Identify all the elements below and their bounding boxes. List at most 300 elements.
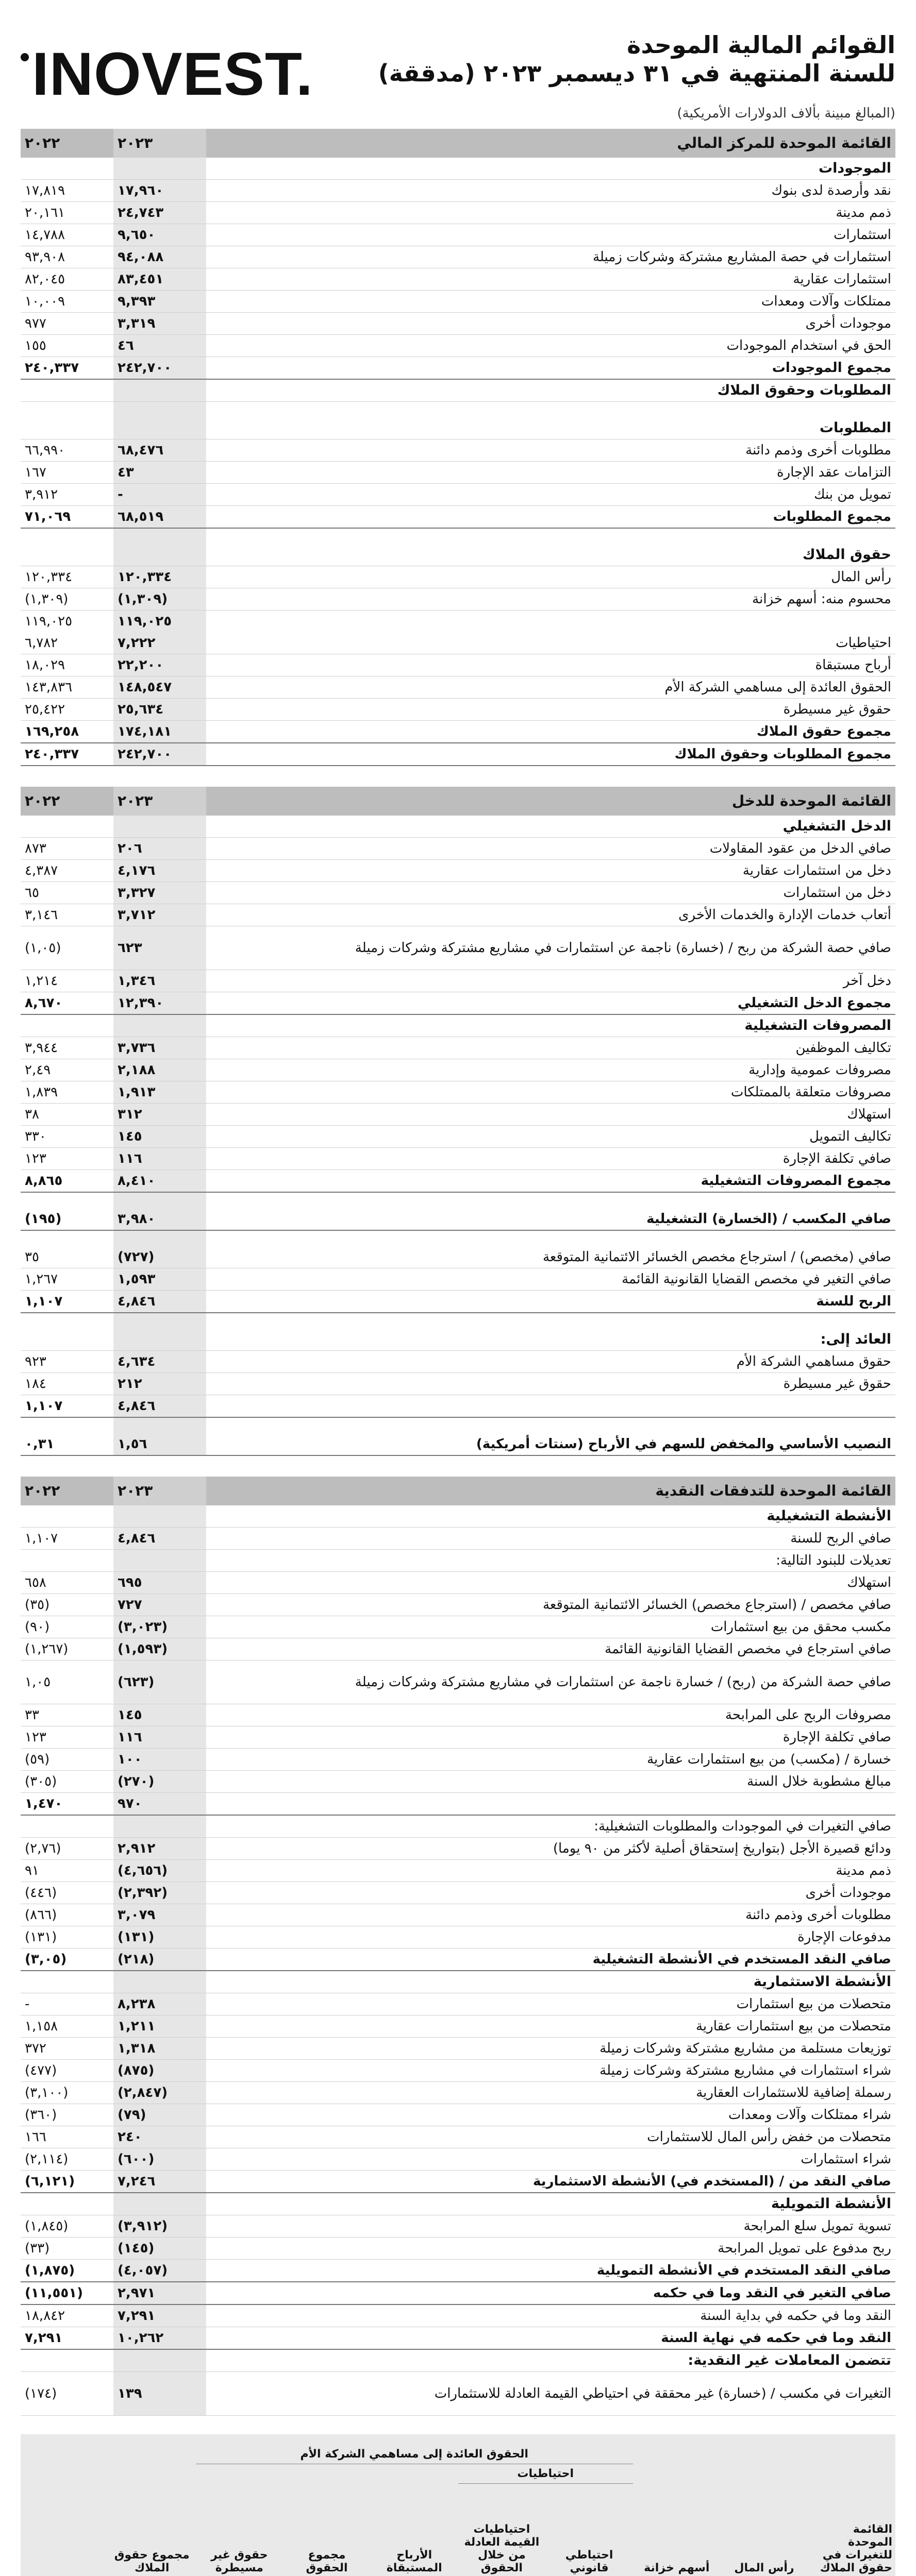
row-label: استثمارات عقارية: [206, 268, 895, 291]
value-prior: ٣٣: [21, 1704, 113, 1726]
logo: [21, 40, 313, 108]
value-prior: [21, 2193, 113, 2215]
value-current: (١٣١): [113, 1926, 206, 1948]
row-label: مجموع حقوق الملاك: [206, 721, 895, 743]
row-label: موجودات أخرى: [206, 313, 895, 335]
table-row: [21, 632, 895, 654]
equity-column-header: حقوق غير مسيطرة: [196, 2484, 284, 2576]
value-prior: (١,٣٠٩): [21, 588, 113, 611]
value-current: ٣١٢: [113, 1104, 206, 1126]
row-label: المطلوبات: [206, 417, 895, 439]
row-label: مجموع المصروفات التشغيلية: [206, 1170, 895, 1193]
value-current: ٢٢,٢٠٠: [113, 654, 206, 676]
row-label: استهلاك: [206, 1104, 895, 1126]
row-label: نقد وأرصدة لدى بنوك: [206, 180, 895, 202]
cash-flow-statement: [21, 1477, 895, 2416]
value-current: ١٧,٩٦٠: [113, 180, 206, 202]
value-current: ١,٢١١: [113, 2015, 206, 2038]
value-current: (٦٢٣): [113, 1660, 206, 1704]
table-row: [21, 1904, 895, 1926]
table-row: [21, 1948, 895, 1971]
table-row: [21, 224, 895, 246]
row-label: مجموع الدخل التشغيلي: [206, 992, 895, 1015]
table-header: [21, 1477, 895, 1505]
table-row: [21, 1572, 895, 1594]
table-row: [21, 484, 895, 506]
value-prior: [21, 544, 113, 566]
value-current: [113, 379, 206, 402]
row-label: استهلاك: [206, 1572, 895, 1594]
value-current: ١٤٥: [113, 1126, 206, 1148]
table-row: [21, 2238, 895, 2260]
value-prior: -: [21, 1993, 113, 2015]
value-current: ٩٤,٠٨٨: [113, 246, 206, 268]
value-current: ٢٤٢,٧٠٠: [113, 357, 206, 380]
row-label: أرباح مستبقاة: [206, 654, 895, 676]
value-current: [113, 1971, 206, 1993]
table-row: [21, 1550, 895, 1572]
value-prior: [21, 1815, 113, 1838]
row-label: ذمم مدينة: [206, 1860, 895, 1882]
value-current: ٣,٩٨٠: [113, 1208, 206, 1230]
value-current: [113, 1505, 206, 1528]
row-label: صافي استرجاع في مخصص القضايا القانونية القائمة: [206, 1638, 895, 1660]
value-prior: [21, 1192, 113, 1208]
value-current: ١٣٩: [113, 2372, 206, 2416]
table-row: [21, 528, 895, 544]
table-row: [21, 588, 895, 611]
value-prior: ١,١٠٧: [21, 1291, 113, 1313]
row-label: مبالغ مشطوبة خلال السنة: [206, 1771, 895, 1793]
value-current: ٩,٣٩٣: [113, 291, 206, 313]
row-label: حقوق غير مسيطرة: [206, 699, 895, 721]
value-prior: ٣,٩١٢: [21, 484, 113, 506]
value-prior: ١٧,٨١٩: [21, 180, 113, 202]
value-current: ٩٧٠: [113, 1793, 206, 1816]
value-current: (٣,٠٢٣): [113, 1616, 206, 1638]
value-current: ٢,٩٧١: [113, 2282, 206, 2304]
table-row: [21, 2304, 895, 2327]
value-current: ٢٥,٦٣٤: [113, 699, 206, 721]
row-label: العائد إلى:: [206, 1329, 895, 1351]
row-label: الدخل التشغيلي: [206, 816, 895, 838]
value-prior: (٣٣): [21, 2238, 113, 2260]
row-label: توزيعات مستلمة من مشاريع مشتركة وشركات زميلة: [206, 2038, 895, 2060]
equity-column-header: مجموع حقوق الملاك: [108, 2484, 196, 2576]
table-row: [21, 417, 895, 439]
table-row: [21, 2015, 895, 2038]
row-label: المطلوبات وحقوق الملاك: [206, 379, 895, 402]
value-current: ٧,٢٩١: [113, 2304, 206, 2327]
value-current: ٦٩٥: [113, 1572, 206, 1594]
table-row: [21, 1993, 895, 2015]
table-row: [21, 544, 895, 566]
value-current: (٦٠٠): [113, 2148, 206, 2171]
value-prior: (٢,٧٦): [21, 1838, 113, 1860]
value-current: (٨٧٥): [113, 2060, 206, 2082]
table-title: القائمة الموحدة للمركز المالي: [206, 129, 895, 158]
value-current: ٢,١٨٨: [113, 1059, 206, 1081]
row-label: تتضمن المعاملات غير النقدية:: [206, 2349, 895, 2372]
value-current: ١,٣٤٦: [113, 970, 206, 992]
row-label: مجموع الموجودات: [206, 357, 895, 380]
value-current: ٢٤,٧٤٣: [113, 202, 206, 224]
row-label: [206, 1313, 895, 1329]
table-row: [21, 1313, 895, 1329]
row-label: مجموع المطلوبات: [206, 506, 895, 529]
value-current: [113, 528, 206, 544]
value-prior: ٢٠,١٦١: [21, 202, 113, 224]
column-prior-year: ٢٠٢٢: [21, 129, 113, 158]
table-row: [21, 860, 895, 882]
row-label: شراء استثمارات في مشاريع مشتركة وشركات زميلة: [206, 2060, 895, 2082]
row-label: صافي النقد المستخدم في الأنشطة التمويلية: [206, 2260, 895, 2282]
value-prior: (٨٦٦): [21, 1904, 113, 1926]
table-row: [21, 1373, 895, 1395]
table-row: [21, 1704, 895, 1726]
value-current: ٧,٢٢٢: [113, 632, 206, 654]
value-current: ٤٣: [113, 462, 206, 484]
value-prior: ١٨,٨٤٢: [21, 2304, 113, 2327]
table-row: [21, 1351, 895, 1373]
row-label: احتياطيات: [206, 632, 895, 654]
value-prior: (١,٢٦٧): [21, 1638, 113, 1660]
value-prior: [21, 1313, 113, 1329]
value-current: [113, 2349, 206, 2372]
table-row: [21, 180, 895, 202]
value-current: ٦٨,٤٧٦: [113, 439, 206, 462]
header: [21, 0, 895, 129]
row-label: صافي (مخصص) / استرجاع مخصص الخسائر الائتمانية المتوقعة: [206, 1246, 895, 1268]
equity-statement: [21, 2434, 895, 2576]
table-header: [21, 129, 895, 158]
table-row: [21, 202, 895, 224]
value-current: [113, 1230, 206, 1246]
value-prior: ١٤٣,٨٣٦: [21, 676, 113, 699]
table-row: [21, 357, 895, 380]
table-row: [21, 1104, 895, 1126]
row-label: الأنشطة التمويلية: [206, 2193, 895, 2215]
value-prior: [21, 1505, 113, 1528]
value-prior: ١٠,٠٠٩: [21, 291, 113, 313]
row-label: دخل من استثمارات: [206, 882, 895, 904]
value-prior: ١٦٦: [21, 2126, 113, 2148]
value-current: ١,٥٩٣: [113, 1268, 206, 1291]
value-current: [113, 2193, 206, 2215]
row-label: ربح مدفوع على تمويل المرابحة: [206, 2238, 895, 2260]
table-row: [21, 654, 895, 676]
value-prior: (٦,١٢١): [21, 2171, 113, 2193]
row-label: الأنشطة الاستثمارية: [206, 1971, 895, 1993]
value-prior: (١,٠٥): [21, 926, 113, 970]
value-current: ٢١٢: [113, 1373, 206, 1395]
row-label: تمويل من بنك: [206, 484, 895, 506]
value-current: [113, 1192, 206, 1208]
table-row: [21, 158, 895, 180]
table-row: [21, 2260, 895, 2282]
table-row: [21, 2126, 895, 2148]
table-row: [21, 1528, 895, 1550]
table-row: [21, 1838, 895, 1860]
value-prior: [21, 816, 113, 838]
value-current: ١٠٠: [113, 1749, 206, 1771]
row-label: استثمارات: [206, 224, 895, 246]
value-prior: [21, 402, 113, 418]
value-current: ٣,٣٢٧: [113, 882, 206, 904]
value-current: ٢٠٦: [113, 838, 206, 860]
table-row: [21, 1329, 895, 1351]
row-label: صافي التغير في مخصص القضايا القانونية القائمة: [206, 1268, 895, 1291]
table-row: [21, 1815, 895, 1838]
table-row: [21, 676, 895, 699]
value-prior: [21, 1329, 113, 1351]
row-label: الحق في استخدام الموجودات: [206, 335, 895, 357]
logo-text: INOVEST.: [32, 40, 313, 108]
row-label: [206, 1230, 895, 1246]
value-prior: ٢٤٠,٣٣٧: [21, 357, 113, 380]
equity-column-header: احتياطيات القيمة العادلة من خلال الحقوق: [458, 2484, 546, 2576]
value-prior: (١,٨٧٥): [21, 2260, 113, 2282]
table-header: [21, 787, 895, 816]
row-label: رسملة إضافية للاستثمارات العقارية: [206, 2082, 895, 2104]
column-current-year: ٢٠٢٣: [113, 1477, 206, 1505]
income-statement: [21, 787, 895, 1456]
value-prior: ٧,٢٩١: [21, 2327, 113, 2350]
value-current: ١١٦: [113, 1148, 206, 1170]
value-prior: ٣٥: [21, 1246, 113, 1268]
value-current: (١,٣٠٩): [113, 588, 206, 611]
value-current: [113, 816, 206, 838]
value-current: ١,٩١٣: [113, 1081, 206, 1104]
table-row: [21, 1170, 895, 1193]
value-current: ٨٣,٤٥١: [113, 268, 206, 291]
value-prior: [21, 379, 113, 402]
value-current: (٢,٨٤٧): [113, 2082, 206, 2104]
value-prior: ٣٨: [21, 1104, 113, 1126]
equity-column-header: رأس المال: [721, 2484, 808, 2576]
table-row: [21, 379, 895, 402]
row-label: رأس المال: [206, 566, 895, 588]
table-title: القائمة الموحدة للتدفقات النقدية: [206, 1477, 895, 1505]
table-row: [21, 402, 895, 418]
row-label: دخل من استثمارات عقارية: [206, 860, 895, 882]
value-prior: ٩٢٣: [21, 1351, 113, 1373]
table-row: [21, 1726, 895, 1749]
table-row: [21, 291, 895, 313]
row-label: مكسب محقق من بيع استثمارات: [206, 1616, 895, 1638]
value-prior: ٣,٩٤٤: [21, 1037, 113, 1059]
value-current: ١١٦: [113, 1726, 206, 1749]
value-prior: (١١,٥٥١): [21, 2282, 113, 2304]
table-row: [21, 1268, 895, 1291]
row-label: شراء ممتلكات وآلات ومعدات: [206, 2104, 895, 2126]
row-label: أتعاب خدمات الإدارة والخدمات الأخرى: [206, 904, 895, 926]
equity-column-headers: [21, 2484, 895, 2576]
row-label: متحصلات من بيع استثمارات عقارية: [206, 2015, 895, 2038]
value-prior: ٦٦,٩٩٠: [21, 439, 113, 462]
value-prior: ١٦٧: [21, 462, 113, 484]
value-current: (٢١٨): [113, 1948, 206, 1971]
row-label: المصروفات التشغيلية: [206, 1014, 895, 1037]
row-label: استثمارات في حصة المشاريع مشتركة وشركات زميلة: [206, 246, 895, 268]
value-prior: (١٣١): [21, 1926, 113, 1948]
value-current: (٤,٦٥٦): [113, 1860, 206, 1882]
table-row: [21, 1246, 895, 1268]
table-row: [21, 926, 895, 970]
value-prior: (٣٥): [21, 1594, 113, 1616]
table-row: [21, 1971, 895, 1993]
row-label: تسوية تمويل سلع المرابحة: [206, 2215, 895, 2238]
value-current: ٤,٦٣٤: [113, 1351, 206, 1373]
title-line2: للسنة المنتهية في ٣١ ديسمبر ٢٠٢٣ (مدققة): [378, 59, 895, 88]
table-row: [21, 1208, 895, 1230]
value-prior: [21, 158, 113, 180]
equity-column-header: مجموع الحقوق: [283, 2484, 371, 2576]
row-label: مطلوبات أخرى وذمم دائنة: [206, 439, 895, 462]
value-current: (١٤٥): [113, 2238, 206, 2260]
table-row: [21, 1148, 895, 1170]
value-prior: ٦٥٨: [21, 1572, 113, 1594]
value-current: ١٠,٢٦٢: [113, 2327, 206, 2350]
table-row: [21, 1417, 895, 1433]
table-row: [21, 2282, 895, 2304]
row-label: تكاليف التمويل: [206, 1126, 895, 1148]
table-row: [21, 904, 895, 926]
value-prior: ١,٢٦٧: [21, 1268, 113, 1291]
value-prior: ١,٢١٤: [21, 970, 113, 992]
value-prior: ١٢٣: [21, 1726, 113, 1749]
row-label: صافي المكسب / (الخسارة) التشغيلية: [206, 1208, 895, 1230]
equity-column-header: القائمة الموحدة للتغيرات في حقوق الملاك: [808, 2484, 895, 2576]
value-current: ٤,٨٤٦: [113, 1528, 206, 1550]
row-label: حقوق غير مسيطرة: [206, 1373, 895, 1395]
row-label: مطلوبات أخرى وذمم دائنة: [206, 1904, 895, 1926]
value-prior: ١,٤٧٠: [21, 1793, 113, 1816]
value-prior: ١,٠٥: [21, 1660, 113, 1704]
value-current: ٢٤٠: [113, 2126, 206, 2148]
row-label: موجودات أخرى: [206, 1882, 895, 1904]
row-label: مجموع المطلوبات وحقوق الملاك: [206, 743, 895, 766]
row-label: الربح للسنة: [206, 1291, 895, 1313]
income-table: [21, 787, 895, 1456]
value-current: ٣,٠٧٩: [113, 1904, 206, 1926]
row-label: الموجودات: [206, 158, 895, 180]
table-row: [21, 1771, 895, 1793]
row-label: صافي تكلفة الإجارة: [206, 1148, 895, 1170]
column-prior-year: ٢٠٢٢: [21, 787, 113, 816]
value-prior: ٣٧٢: [21, 2038, 113, 2060]
value-prior: (٣,٠٥): [21, 1948, 113, 1971]
row-label: متحصلات من بيع استثمارات: [206, 1993, 895, 2015]
equity-column-header: الأرباح المستبقاة: [371, 2484, 458, 2576]
value-prior: (١,٨٤٥): [21, 2215, 113, 2238]
table-row: [21, 1014, 895, 1037]
value-current: [113, 1550, 206, 1572]
row-label: صافي حصة الشركة من ربح / (خسارة) ناجمة عن استثمارات في مشاريع مشتركة وشركات زميلة: [206, 926, 895, 970]
value-prior: ٣٣٠: [21, 1126, 113, 1148]
row-label: [206, 611, 895, 633]
row-label: متحصلات من خفض رأس المال للاستثمارات: [206, 2126, 895, 2148]
row-label: تكاليف الموظفين: [206, 1037, 895, 1059]
table-title: القائمة الموحدة للدخل: [206, 787, 895, 816]
value-prior: ٨٧٣: [21, 838, 113, 860]
value-prior: (٩٠): [21, 1616, 113, 1638]
row-label: صافي النقد المستخدم في الأنشطة التشغيلية: [206, 1948, 895, 1971]
value-prior: [21, 2349, 113, 2372]
row-label: محسوم منه: أسهم خزانة: [206, 588, 895, 611]
row-label: [206, 1417, 895, 1433]
table-row: [21, 992, 895, 1015]
title-line1: القوائم المالية الموحدة: [627, 31, 895, 59]
table-row: [21, 816, 895, 838]
table-row: [21, 1882, 895, 1904]
row-label: التغيرات في مكسب / (خسارة) غير محققة في احتياطي القيمة العادلة للاستثمارات: [206, 2372, 895, 2416]
value-prior: ٨,٦٧٠: [21, 992, 113, 1015]
table-row: [21, 246, 895, 268]
value-current: [113, 1014, 206, 1037]
value-current: ٤,٨٤٦: [113, 1291, 206, 1313]
table-row: [21, 566, 895, 588]
value-prior: ٣,١٤٦: [21, 904, 113, 926]
value-current: [113, 544, 206, 566]
equity-reserves-row: [21, 2464, 895, 2484]
equity-column-header: احتياطي قانوني: [545, 2484, 633, 2576]
table-row: [21, 268, 895, 291]
value-prior: ١٦٩,٢٥٨: [21, 721, 113, 743]
value-prior: ٧١,٠٦٩: [21, 506, 113, 529]
value-prior: ٢٤٠,٣٣٧: [21, 743, 113, 766]
row-label: مصروفات عمومية وإدارية: [206, 1059, 895, 1081]
column-current-year: ٢٠٢٣: [113, 129, 206, 158]
table-row: [21, 2171, 895, 2193]
value-current: ١١٩,٠٢٥: [113, 611, 206, 633]
value-current: (١,٥٩٣): [113, 1638, 206, 1660]
table-row: [21, 1860, 895, 1882]
value-prior: (٣,١٠٠): [21, 2082, 113, 2104]
balance-sheet: [21, 129, 895, 766]
table-row: [21, 2148, 895, 2171]
table-row: [21, 970, 895, 992]
value-current: ٤٦: [113, 335, 206, 357]
value-prior: [21, 417, 113, 439]
table-row: [21, 2327, 895, 2350]
value-prior: (٤٤٦): [21, 1882, 113, 1904]
row-label: صافي التغير في النقد وما في حكمه: [206, 2282, 895, 2304]
table-row: [21, 2372, 895, 2416]
value-current: [113, 402, 206, 418]
value-prior: ٩٧٧: [21, 313, 113, 335]
value-prior: ٨٢,٠٤٥: [21, 268, 113, 291]
row-label: [206, 402, 895, 418]
row-label: صافي النقد من / (المستخدم في) الأنشطة الاستثمارية: [206, 2171, 895, 2193]
value-prior: ١٢٠,٣٣٤: [21, 566, 113, 588]
value-prior: (٣٦٠): [21, 2104, 113, 2126]
row-label: النقد وما في حكمه في نهاية السنة: [206, 2327, 895, 2350]
table-row: [21, 611, 895, 633]
row-label: حقوق مساهمي الشركة الأم: [206, 1351, 895, 1373]
value-current: ٣,٧٣٦: [113, 1037, 206, 1059]
value-current: (٢,٣٩٢): [113, 1882, 206, 1904]
value-prior: [21, 1971, 113, 1993]
value-prior: (٤٧٧): [21, 2060, 113, 2082]
value-current: [113, 1417, 206, 1433]
table-row: [21, 2193, 895, 2215]
row-label: الأنشطة التشغيلية: [206, 1505, 895, 1528]
row-label: صافي الربح للسنة: [206, 1528, 895, 1550]
row-label: ودائع قصيرة الأجل (بتواريخ إستحقاق أصلية لأكثر من ٩٠ يوما): [206, 1838, 895, 1860]
row-label: مدفوعات الإجارة: [206, 1926, 895, 1948]
value-prior: ٢٥,٤٢٢: [21, 699, 113, 721]
